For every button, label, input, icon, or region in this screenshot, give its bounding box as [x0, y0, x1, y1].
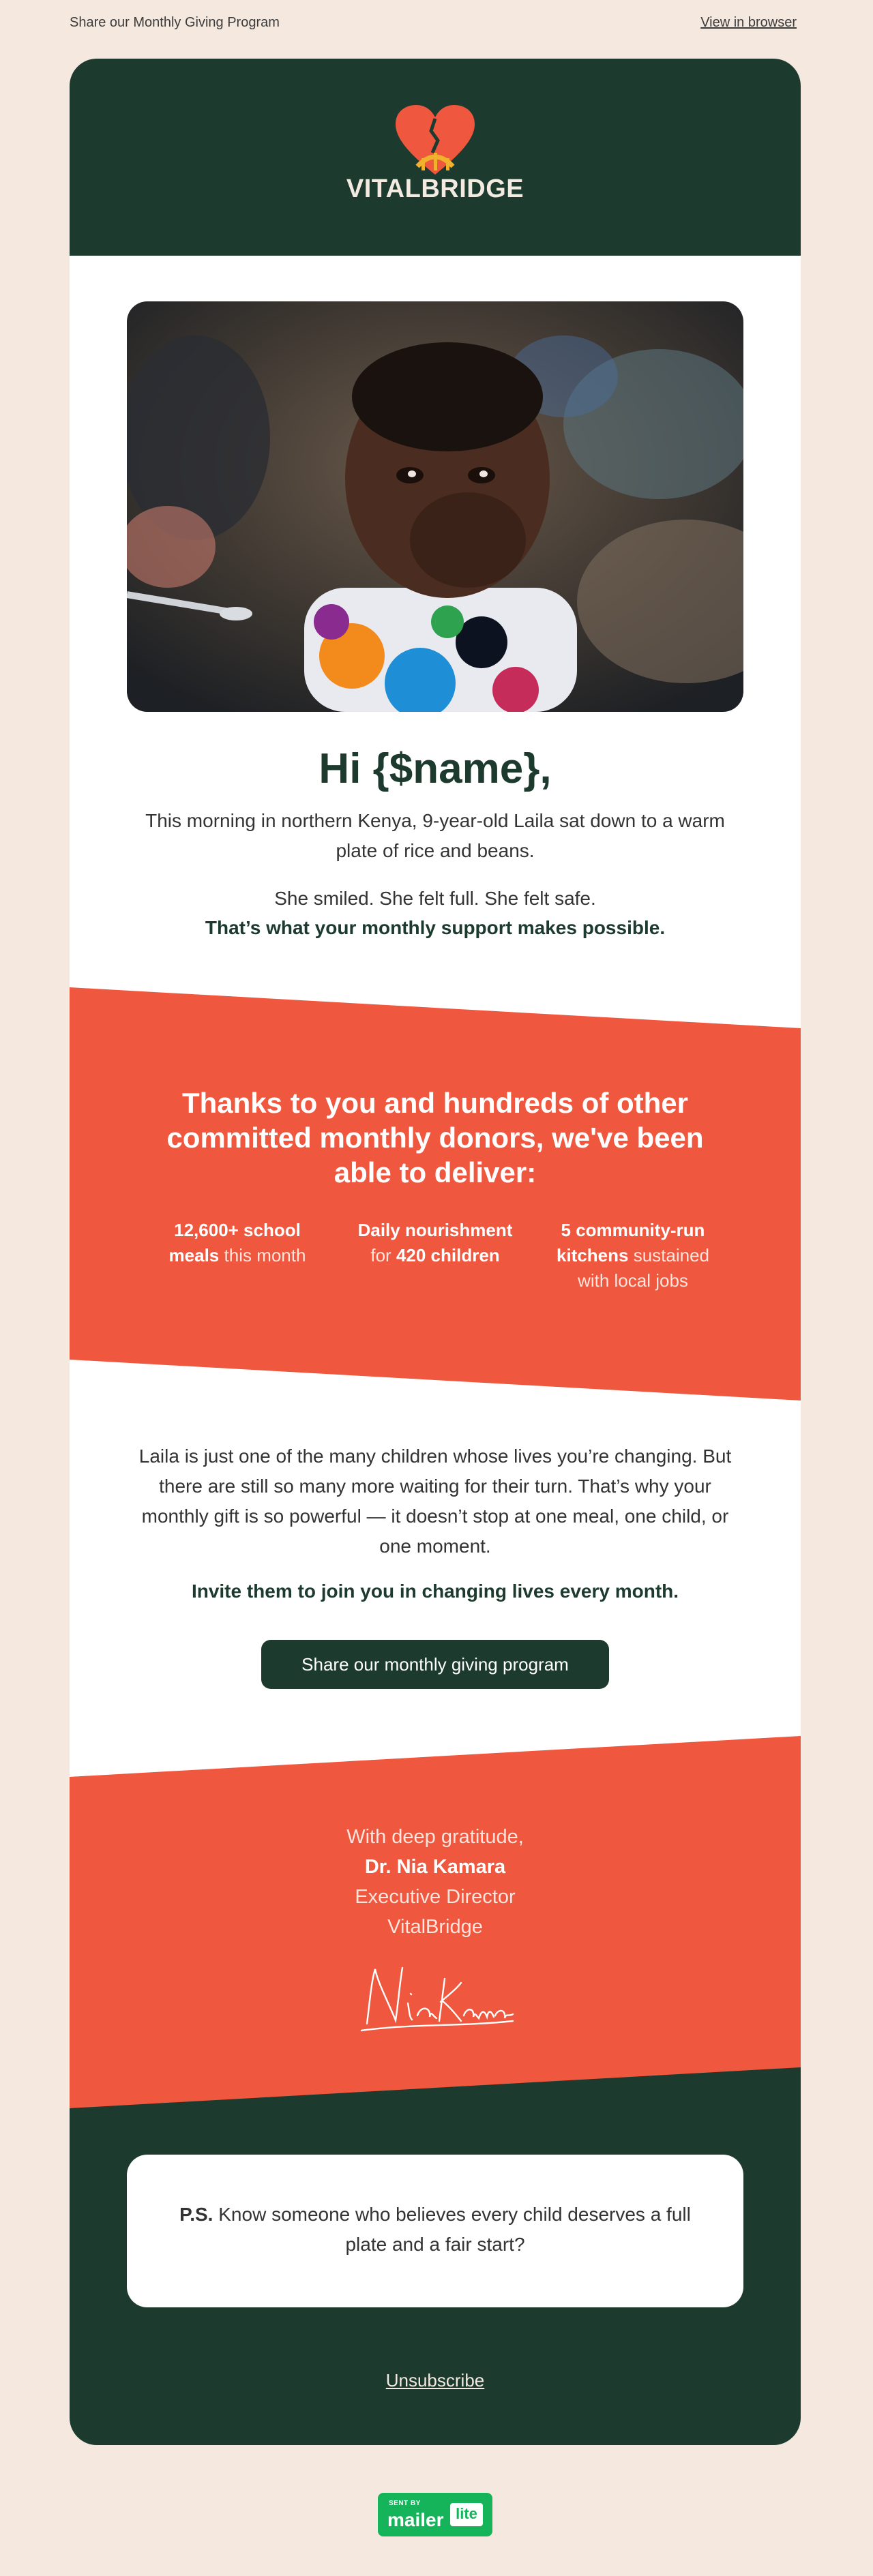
greeting-heading: Hi {$name}, [319, 745, 552, 792]
ps-card [127, 2155, 743, 2307]
badge-sent-by: SENT BY [389, 2500, 421, 2507]
signoff-role: Executive Director [355, 1886, 516, 1908]
signoff-org: VitalBridge [387, 1916, 483, 1938]
ps-text [168, 2200, 702, 2260]
stat-rest: this month [219, 1245, 306, 1265]
body-emphasis: Invite them to join you in changing lives every month. [191, 1581, 679, 1602]
signoff-name: Dr. Nia Kamara [364, 1856, 506, 1878]
stat-community-kitchens [544, 1218, 722, 1293]
stat-mid: for [370, 1245, 396, 1265]
stat-bold-2: 420 children [396, 1245, 500, 1265]
top-bar [70, 15, 797, 31]
view-in-browser-link[interactable]: View in browser [700, 15, 797, 30]
email-header [70, 59, 801, 256]
stat-rest: sustained with local jobs [578, 1245, 710, 1291]
stat-school-meals [149, 1218, 326, 1268]
preheader-text: Share our Monthly Giving Program [70, 15, 280, 30]
email-card [70, 59, 801, 2445]
intro-emphasis: That’s what your monthly support makes possible. [205, 917, 666, 938]
impact-band [70, 987, 801, 1401]
badge-lite: lite [450, 2503, 483, 2526]
stat-bold: Daily nourishment [357, 1220, 513, 1240]
intro-paragraph: This morning in northern Kenya, 9-year-old Laila sat down to a warm plate of rice and beans. [145, 810, 725, 861]
impact-title: Thanks to you and hundreds of other committed monthly donors, we've been able to deliver: [166, 1087, 704, 1188]
vitalbridge-heart-icon [394, 104, 476, 179]
stat-bold: 12,600+ school meals [168, 1220, 301, 1265]
child-smiling-image [127, 301, 743, 712]
mailerlite-badge[interactable] [378, 2493, 492, 2536]
signoff-greeting: With deep gratitude, [346, 1826, 524, 1848]
handwritten-signature [355, 1956, 518, 2037]
stat-bold: 5 community-run kitchens [556, 1220, 705, 1265]
badge-mailer: mailer [387, 2509, 444, 2530]
brand-logo-text: VITALBRIDGE [346, 175, 524, 203]
unsubscribe-row [70, 2370, 801, 2391]
ps-body: Know someone who believes every child deserves a full plate and a fair start? [213, 2204, 691, 2255]
unsubscribe-link[interactable]: Unsubscribe [385, 2370, 485, 2391]
stat-daily-nourishment [346, 1218, 524, 1268]
share-program-button[interactable]: Share our monthly giving program [261, 1640, 609, 1689]
signoff-block [70, 1822, 801, 1942]
ps-label: P.S. [179, 2204, 213, 2225]
intro-paragraph-2: She smiled. She felt full. She felt safe. [274, 888, 596, 909]
body-paragraph: Laila is just one of the many children whose lives you’re changing. But there are still so many more waiting for their turn. That’s why your monthly gift is so powerful — it doesn’t stop at one meal, one child, or one moment. [138, 1446, 732, 1557]
hero-photo [127, 301, 743, 712]
